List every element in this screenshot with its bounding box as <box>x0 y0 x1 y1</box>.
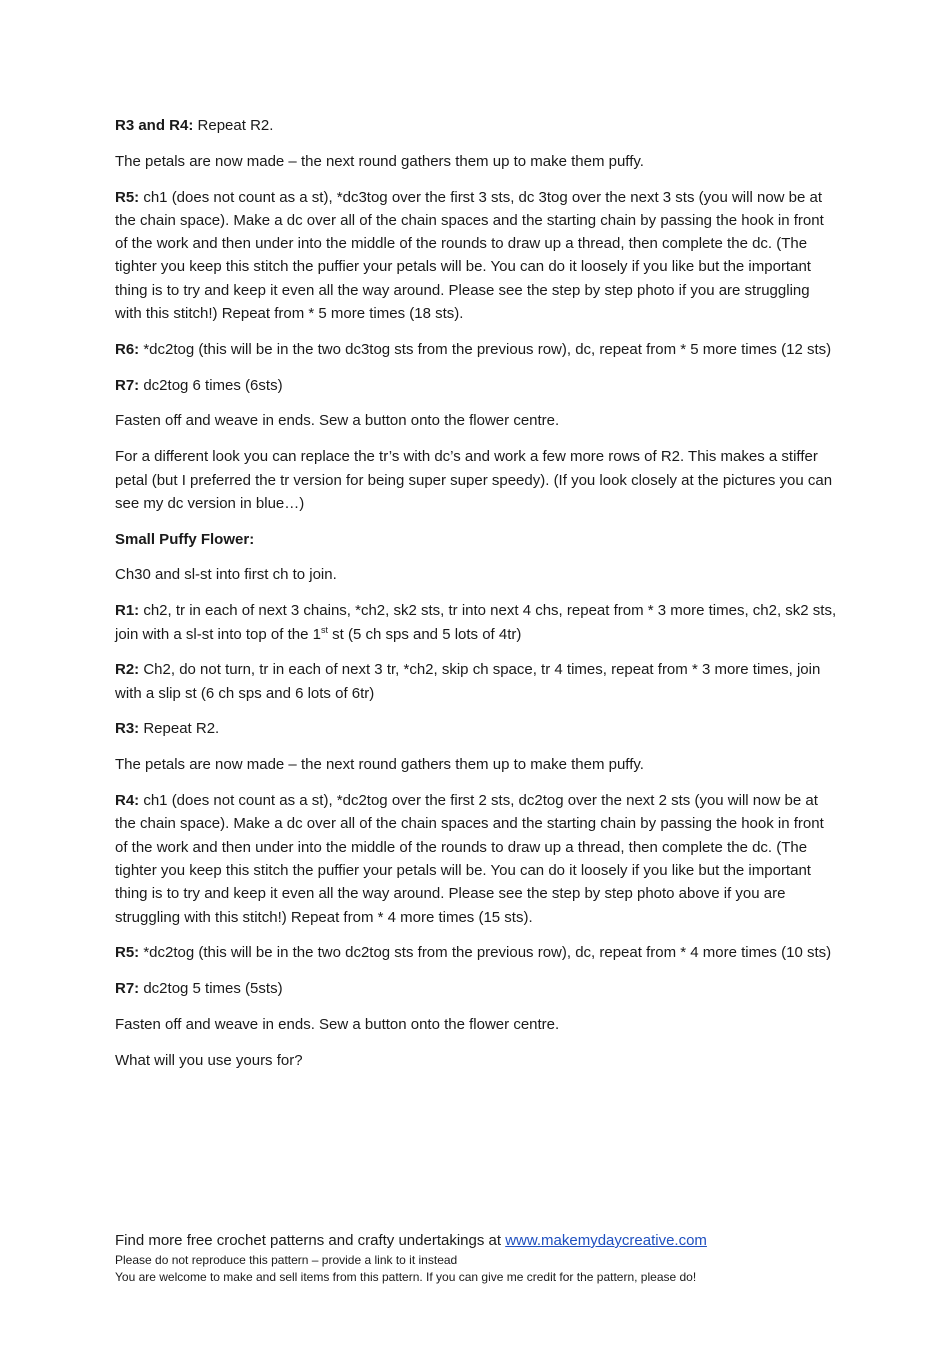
paragraph-text: *dc2tog (this will be in the two dc3tog sts from the previous row), dc, repeat from * 5 more times (12 sts) <box>139 340 832 358</box>
footer-sell-items: You are welcome to make and sell items from this pattern. If you can give me credit for the pattern, please do! <box>115 1270 697 1284</box>
round-label: R5: <box>115 944 140 962</box>
page-footer <box>115 1230 875 1286</box>
paragraph-r5-small <box>115 941 840 964</box>
pattern-body <box>115 114 840 1085</box>
paragraph-text: For a different look you can replace the tr’s with dc’s and work a few more rows of R2. This makes a stiffer petal (but I preferred the tr version for being super super speedy). (If you look closely at the pictures you can see my dc version in blue…) <box>115 448 833 512</box>
round-label: R7: <box>115 376 140 394</box>
round-label: R3 and R4: <box>115 117 194 134</box>
round-label: R6: <box>115 340 140 358</box>
paragraph-r3-r4 <box>115 114 840 137</box>
paragraph-text: ch2, tr in each of next 3 chains, *ch2, sk2 sts, tr into next 4 chs, repeat from * 3 more times, ch2, sk2 sts, join with a sl-st into top of the 1 <box>115 602 837 643</box>
paragraph-text: dc2tog 6 times (6sts) <box>139 376 283 394</box>
paragraph-text: Ch2, do not turn, tr in each of next 3 tr, *ch2, skip ch space, tr 4 times, repeat from * 3 more times, join with a slip st (6 ch sps and 6 lots of 6tr) <box>115 661 821 702</box>
paragraph-text: dc2tog 5 times (5sts) <box>139 980 283 998</box>
paragraph-fasten-off <box>115 409 840 432</box>
paragraph-text: ch1 (does not count as a st), *dc2tog over the first 2 sts, dc2tog over the next 2 sts (you will now be at the chain space). Make a dc over all of the chain spaces and the starting chain by passing the hook in front of the work and then under into the middle of the rounds to draw up a thread, then complete the dc. (The tighter you keep this stitch the puffier your petals will be. You can do it loosely if you like but the important thing is to try and keep it even all the way around. Please see the step by step photo above if you are struggling with this stitch!) Repeat from * 4 more times (15 sts). <box>115 792 824 926</box>
paragraph-petals-note-2 <box>115 753 840 776</box>
paragraph-text: Repeat R2. <box>193 117 274 134</box>
footer-find-more <box>115 1230 875 1252</box>
paragraph-text: The petals are now made – the next round gathers them up to make them puffy. <box>115 756 644 774</box>
paragraph-r1 <box>115 599 840 646</box>
paragraph-petals-note <box>115 150 840 173</box>
paragraph-r6 <box>115 338 840 361</box>
paragraph-r2 <box>115 658 840 705</box>
section-heading: Small Puffy Flower: <box>115 530 255 548</box>
footer-no-reproduce: Please do not reproduce this pattern – provide a link to it instead <box>115 1253 458 1267</box>
paragraph-fasten-off-2 <box>115 1013 840 1036</box>
paragraph-text: What will you use yours for? <box>115 1051 303 1069</box>
paragraph-closing-question <box>115 1049 840 1072</box>
paragraph-r7-small <box>115 977 840 1000</box>
paragraph-ch30 <box>115 563 840 586</box>
paragraph-text: The petals are now made – the next round gathers them up to make them puffy. <box>115 152 644 170</box>
round-label: R5: <box>115 188 140 206</box>
paragraph-r4 <box>115 789 840 929</box>
paragraph-r3 <box>115 717 840 740</box>
website-link[interactable]: www.makemydaycreative.com <box>505 1232 707 1249</box>
paragraph-text: ch1 (does not count as a st), *dc3tog over the first 3 sts, dc 3tog over the next 3 sts (you will now be at the chain space). Make a dc over all of the chain spaces and the starting chain by passing the hook in front of the work and then under into the middle of the rounds to draw up a thread, then complete the dc. (The tighter you keep this stitch the puffier your petals will be. You can do it loosely if you like but the important thing is to try and keep it even all the way around. Please see the step by step photo if you are struggling with this stitch!) Repeat from * 5 more times (18 sts). <box>115 188 824 323</box>
paragraph-text: Fasten off and weave in ends. Sew a button onto the flower centre. <box>115 1015 560 1033</box>
paragraph-r5 <box>115 186 840 326</box>
round-label: R2: <box>115 661 140 679</box>
superscript: st <box>320 624 328 635</box>
round-label: R4: <box>115 792 140 810</box>
section-heading-small-puffy-flower <box>115 528 840 551</box>
paragraph-different-look <box>115 445 840 515</box>
paragraph-text: Fasten off and weave in ends. Sew a button onto the flower centre. <box>115 412 560 430</box>
round-label: R7: <box>115 980 140 998</box>
paragraph-text: Ch30 and sl-st into first ch to join. <box>115 566 337 584</box>
paragraph-text: Repeat R2. <box>139 720 220 738</box>
paragraph-r7 <box>115 374 840 397</box>
round-label: R3: <box>115 720 140 738</box>
round-label: R1: <box>115 602 140 620</box>
footer-text: Find more free crochet patterns and crafty undertakings at <box>115 1232 506 1249</box>
paragraph-text: *dc2tog (this will be in the two dc2tog sts from the previous row), dc, repeat from * 4 more times (10 sts) <box>139 944 832 962</box>
paragraph-text: st (5 ch sps and 5 lots of 4tr) <box>327 625 522 643</box>
